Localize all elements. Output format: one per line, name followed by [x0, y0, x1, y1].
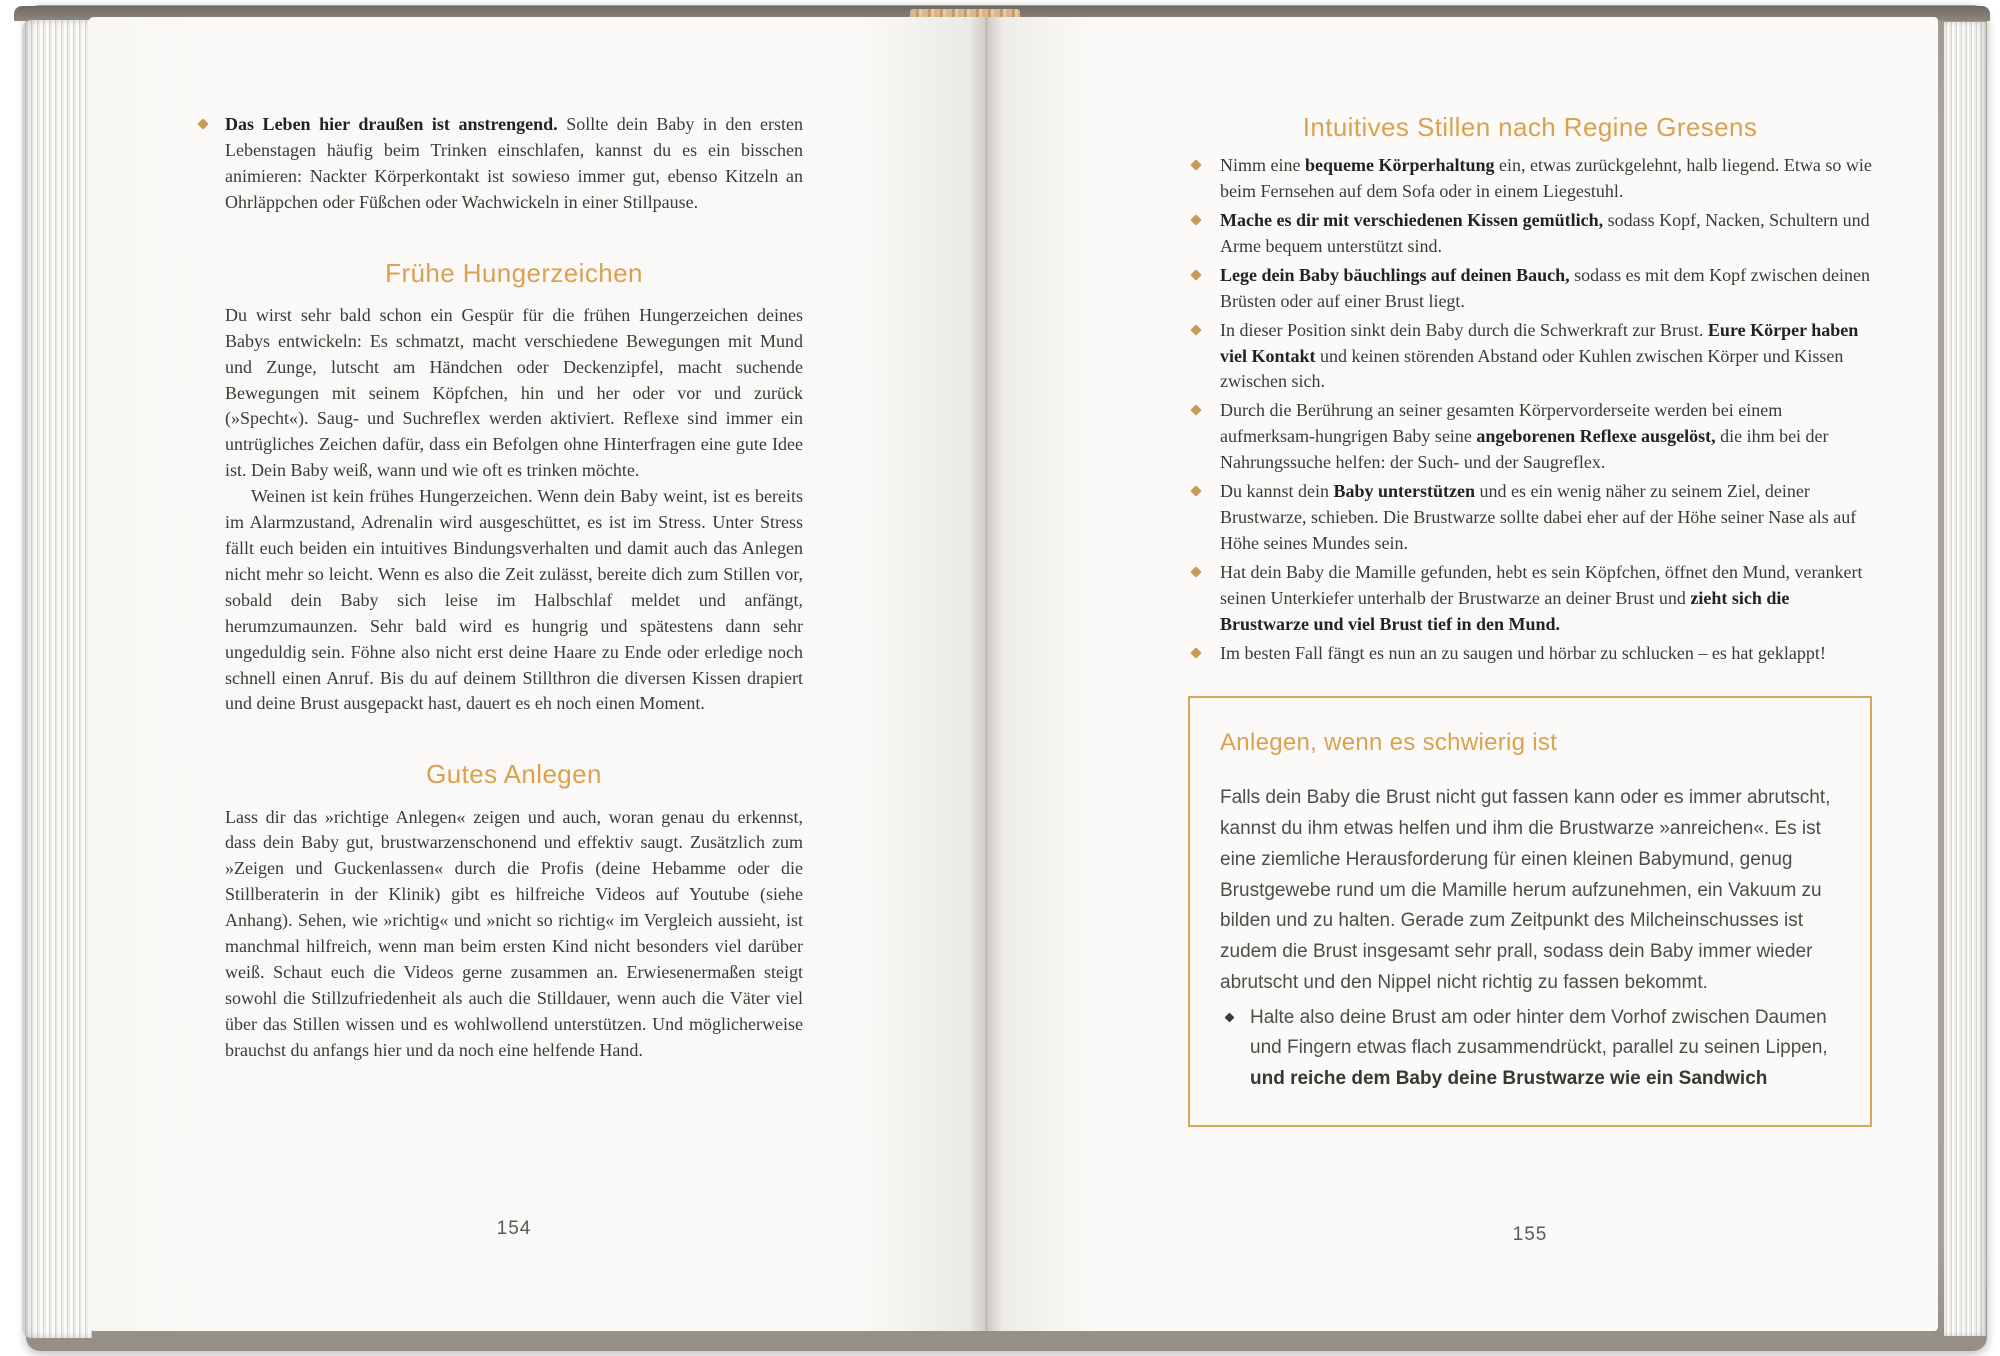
diamond-bullet-icon: [1190, 269, 1201, 280]
section-heading-gutes-anlegen: Gutes Anlegen: [426, 759, 602, 790]
bullet-text: Hat dein Baby die Mamille gefunden, hebt es sein Köpfchen, öffnet den Mund, verankert seinen Unterkiefer unterhalb der Brustwarze an deiner Brust und zieht sich die Brustwarze und viel Brust tief in den Mund.: [1220, 561, 1863, 634]
list-item: [1188, 479, 1872, 557]
bullet-list: [1188, 153, 1872, 666]
list-item: [1220, 1003, 1840, 1095]
right-page-content: [1188, 112, 1872, 1127]
left-page-content: [225, 112, 803, 1064]
bullet-text: Du kannst dein Baby unterstützen und es ein wenig näher zu seinem Ziel, deiner Brustwarze, schieben. Die Brustwarze sollte dabei eher auf der Höhe seiner Nase als auf Höhe seines Mundes sein.: [1220, 481, 1857, 553]
diamond-bullet-icon: [1190, 405, 1201, 416]
page-number-right: 155: [1512, 1224, 1548, 1245]
list-item: [1188, 560, 1872, 638]
bullet-text: Das Leben hier draußen ist anstrengend. Sollte dein Baby in den ersten Lebenstagen häufig beim Trinken einschlafen, kannst du es ein bisschen animieren: Nackter Körperkontakt ist sowieso immer gut, ebenso Kitzeln an Ohrläppchen oder Füßchen oder Wachwickeln in einer Stillpause.: [225, 114, 803, 212]
page-stack-left: [22, 20, 92, 1338]
diamond-bullet-icon: [1190, 566, 1201, 577]
list-item: [1188, 641, 1872, 667]
page-stack-right: [1944, 22, 1986, 1336]
list-item: [1188, 263, 1872, 315]
section-heading-fruehe-hungerzeichen: Frühe Hungerzeichen: [385, 257, 643, 288]
diamond-bullet-icon: [1225, 1012, 1235, 1022]
list-item: [1188, 208, 1872, 260]
paragraph: Lass dir das »richtige Anlegen« zeigen und auch, woran genau du erkennst, dass dein Baby gut, brustwarzenschonend und effektiv saugt. Zusätzlich zum »Zeigen und Guckenlassen« durch die Profis (deine Hebamme oder die Stillberaterin in der Klinik) gibt es hilfreiche Videos auf Youtube (siehe Anhang). Sehen, wie »richtig« und »nicht so richtig« im Vergleich aussieht, ist manchmal hilfreich, wenn man beim ersten Kind nicht besonders viel darüber weiß. Schaut euch die Videos gerne zusammen an. Erwiesenermaßen steigt sowohl die Stillzufriedenheit als auch die Stilldauer, wenn auch die Väter viel über das Stillen wissen und es wohlwollend unterstützen. Und möglicherweise brauchst du anfangs hier und da noch eine helfende Hand.: [225, 806, 803, 1060]
info-box: [1188, 696, 1872, 1127]
paragraph: Weinen ist kein frühes Hungerzeichen. Wenn dein Baby weint, ist es bereits im Alarmzustand, Adrenalin wird ausgeschüttet, es ist im Stress. Unter Stress fällt euch beiden ein intuitives Bindungsverhalten und damit auch das Anlegen nicht mehr so leicht. Wenn es also die Zeit zulässt, bereite dich zum Stillen vor, sobald dein Baby sich leise im Halbschlaf meldet und anfängt, herumzumaunzen. Sehr bald wird es hungrig und spätestens dann sehr ungeduldig sein. Föhne also nicht erst deine Haare zu Ende oder erledige noch schnell einen Anruf. Bis du auf deinem Stillthron die diversen Kissen drapiert und deine Brust ausgepackt hast, dauert es eh noch einen Moment.: [225, 486, 803, 714]
diamond-bullet-icon: [1190, 324, 1201, 335]
bullet-text: Durch die Berührung an seiner gesamten Körpervorderseite werden bei einem aufmerksam-hungrigen Baby seine angeborenen Reflexe ausgelöst, die ihm bei der Nahrungssuche helfen: der Such- und der Saugreflex.: [1220, 400, 1829, 473]
diamond-bullet-icon: [1190, 160, 1201, 171]
info-box-paragraph: Falls dein Baby die Brust nicht gut fassen kann oder es immer abrutscht, kannst du ihm etwas helfen und ihm die Brustwarze »anreichen«. Es ist eine ziemliche Herausforderung für einen kleinen Babymund, genug Brustgewebe rund um die Mamille herum aufzunehmen, ein Vakuum zu bilden und zu halten. Gerade zum Zeitpunkt des Milcheinschusses ist zudem die Brust insgesamt sehr prall, sodass dein Baby immer wieder abrutscht und den Nippel nicht richtig zu fassen bekommt.: [1220, 787, 1831, 993]
list-item: [1188, 153, 1872, 205]
info-box-heading: Anlegen, wenn es schwierig ist: [1220, 729, 1558, 757]
bullet-text: Lege dein Baby bäuchlings auf deinen Bauch, sodass es mit dem Kopf zwischen deinen Brüsten oder auf einer Brust liegt.: [1220, 264, 1871, 311]
section-heading-intuitives-stillen: Intuitives Stillen nach Regine Gresens: [1302, 112, 1758, 142]
list-item: [225, 112, 803, 216]
bullet-text: Halte also deine Brust am oder hinter dem Vorhof zwischen Daumen und Fingern etwas flach zusammendrückt, parallel zu seinen Lippen, und reiche dem Baby deine Brustwarze wie ein Sandwich: [1250, 1006, 1828, 1090]
diamond-bullet-icon: [1190, 214, 1201, 225]
list-item: [1188, 318, 1872, 396]
bullet-text: Im besten Fall fängt es nun an zu saugen und hörbar zu schlucken – es hat geklappt!: [1220, 642, 1826, 663]
diamond-bullet-icon: [1190, 485, 1201, 496]
bullet-text: Nimm eine bequeme Körperhaltung ein, etwas zurückgelehnt, halb liegend. Etwa so wie beim Fernsehen auf dem Sofa oder in einem Liegestuhl.: [1220, 155, 1872, 202]
bullet-text: In dieser Position sinkt dein Baby durch die Schwerkraft zur Brust. Eure Körper haben viel Kontakt und keinen störenden Abstand oder Kuhlen zwischen Körper und Kissen zwischen sich.: [1220, 319, 1859, 392]
book-gutter-shadow: [970, 17, 1002, 1331]
diamond-bullet-icon: [1190, 647, 1201, 658]
list-item: [1188, 398, 1872, 476]
bullet-text: Mache es dir mit verschiedenen Kissen gemütlich, sodass Kopf, Nacken, Schultern und Arme bequem unterstützt sind.: [1220, 210, 1870, 256]
paragraph: Du wirst sehr bald schon ein Gespür für die frühen Hungerzeichen deines Babys entwickeln: Es schmatzt, macht verschiedene Bewegungen mit Mund und Zunge, lutscht am Händchen oder Deckenzipfel, macht suchende Bewegungen mit seinem Köpfchen, hin und her oder vor und zurück (»Specht«). Saug- und Suchreflex werden aktiviert. Reflexe sind immer ein untrügliches Zeichen dafür, dass ein Befolgen ohne Hinterfragen eine gute Idee ist. Dein Baby weiß, wann und wie oft es trinken möchte.: [225, 304, 803, 481]
page-number-left: 154: [496, 1218, 532, 1239]
